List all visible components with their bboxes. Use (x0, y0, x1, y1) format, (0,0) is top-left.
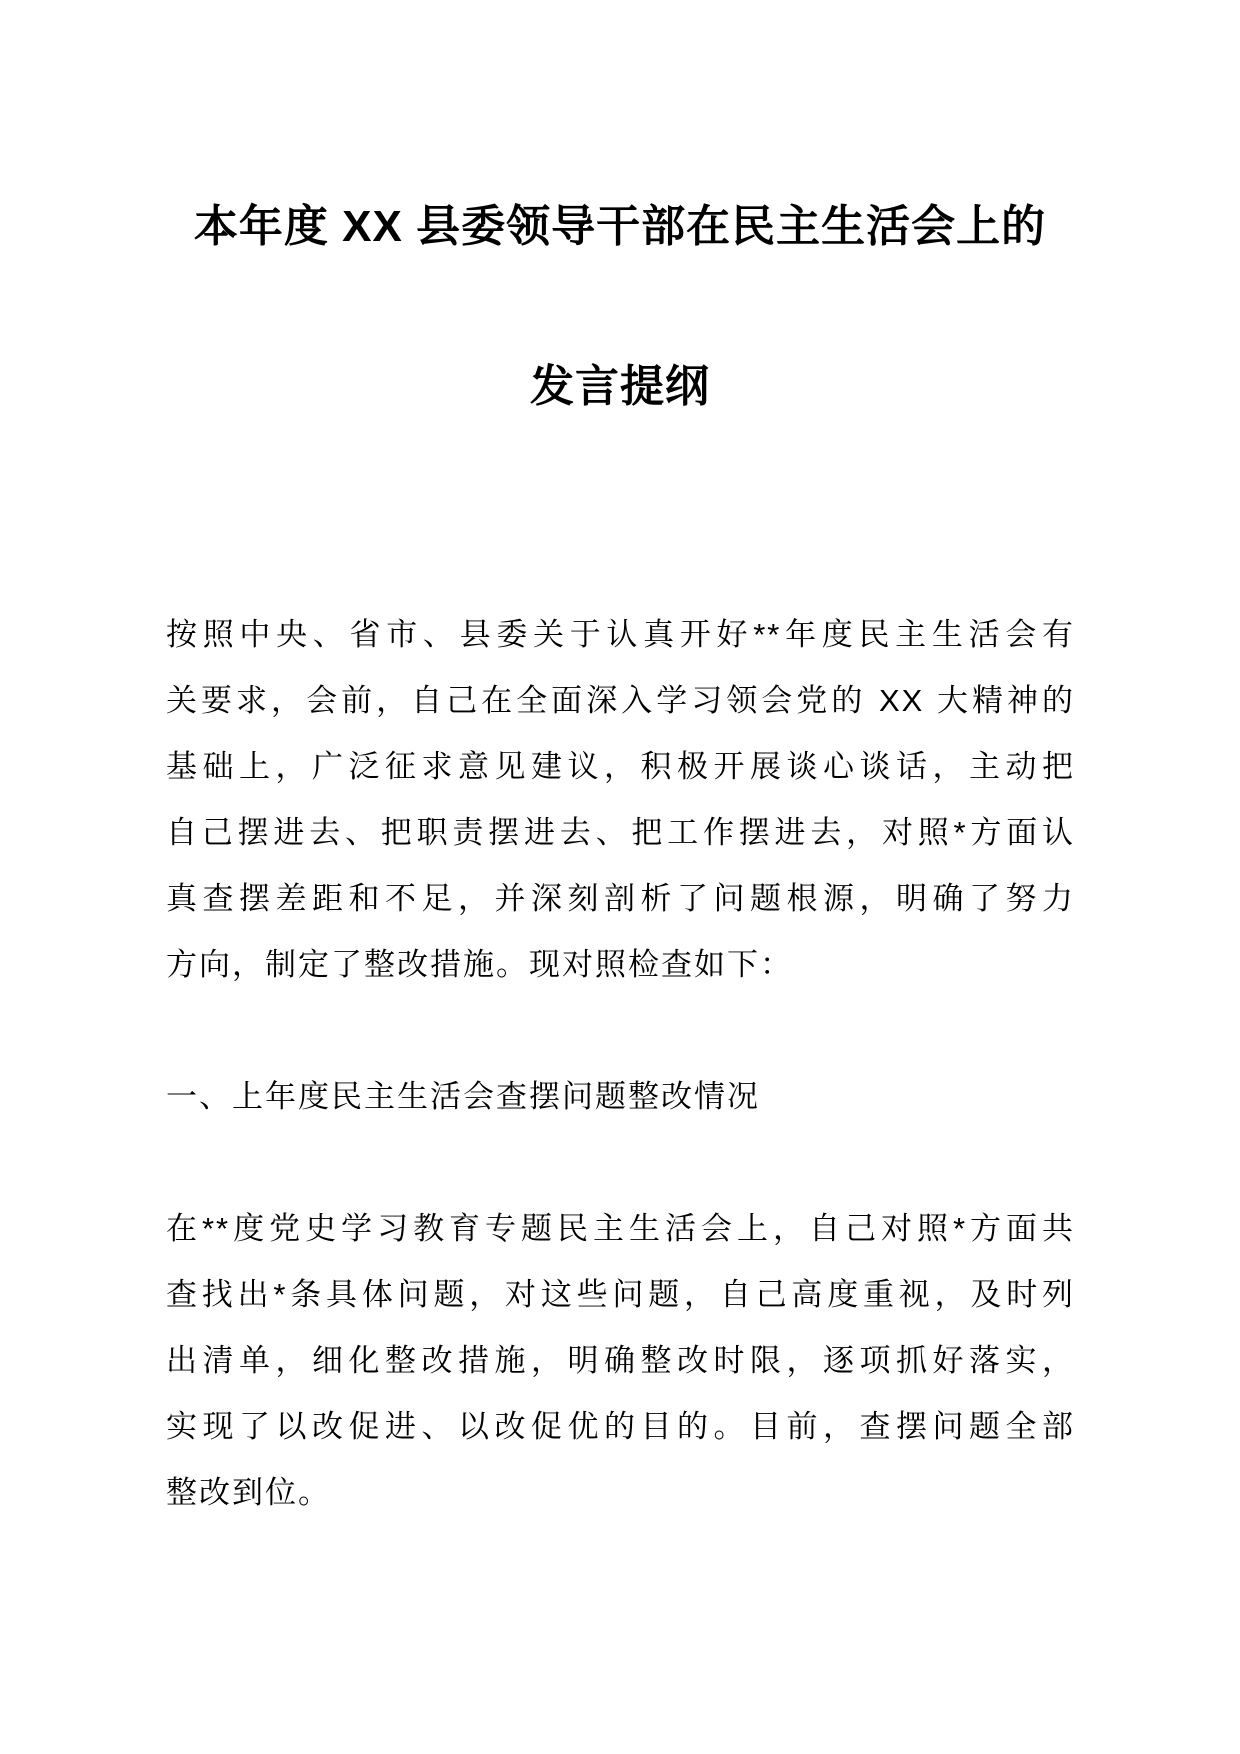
document-title-line-1: 本年度 XX 县委领导干部在民主生活会上的 (193, 202, 1047, 251)
paragraph-opening (166, 602, 1075, 998)
text-line: 方向，制定了整改措施。现对照检查如下： (166, 947, 793, 982)
document-body (166, 602, 1075, 1526)
text-line: 按照中央、省市、县委关于认真开好**年度民主生活会有 (166, 617, 1075, 652)
text-line: 自己摆进去、把职责摆进去、把工作摆进去，对照*方面认 (166, 815, 1075, 850)
text-line: 基础上，广泛征求意见建议，积极开展谈心谈话，主动把 (166, 749, 1075, 784)
document-title-line-2: 发言提纲 (530, 362, 710, 411)
section-heading-1: 一、上年度民主生活会查摆问题整改情况 (166, 1079, 760, 1114)
text-line: 在**度党史学习教育专题民主生活会上，自己对照*方面共 (166, 1211, 1075, 1246)
text-line: 出清单，细化整改措施，明确整改时限，逐项抓好落实， (166, 1343, 1075, 1378)
text-line: 实现了以改促进、以改促优的目的。目前，查摆问题全部 (166, 1409, 1075, 1444)
document-title (0, 200, 1240, 413)
text-line: 整改到位。 (166, 1475, 331, 1510)
text-line: 查找出*条具体问题，对这些问题，自己高度重视，及时列 (166, 1277, 1075, 1312)
paragraph-rectification-status (166, 1196, 1075, 1526)
text-line: 真查摆差距和不足，并深刻剖析了问题根源，明确了努力 (166, 881, 1075, 916)
text-line: 关要求，会前，自己在全面深入学习领会党的 XX 大精神的 (166, 683, 1075, 718)
